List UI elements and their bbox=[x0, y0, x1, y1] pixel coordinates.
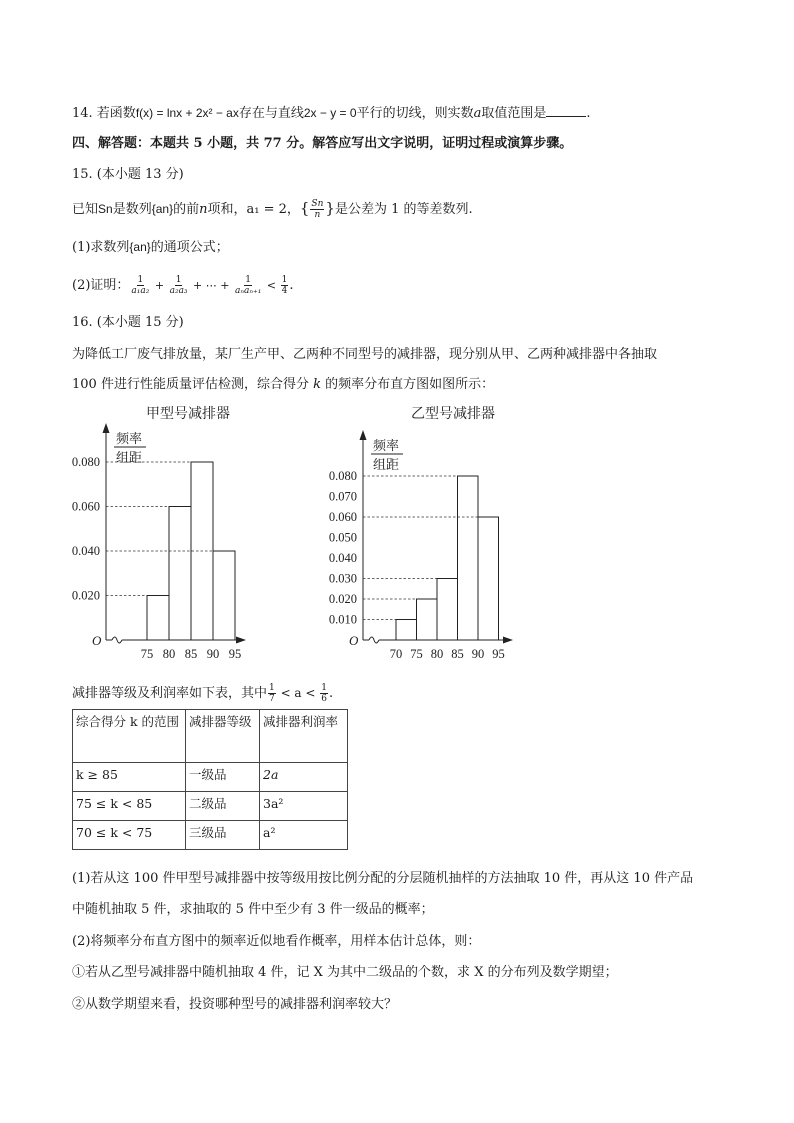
y-tick-label: 0.070 bbox=[328, 489, 357, 504]
section-4-heading: 四、解答题：本题共 5 小题，共 77 分。解答应写出文字说明，证明过程或演算步骤。 bbox=[72, 136, 573, 151]
histogram-bar bbox=[169, 507, 191, 641]
q15-stem-b: 是数列 bbox=[112, 202, 152, 217]
row-grade: 一级品 bbox=[186, 763, 260, 792]
header-range: 综合得分 k 的范围 bbox=[73, 710, 186, 763]
q16-part-1-line-2: 中随机抽取 5 件，求抽取的 5 件中至少有 3 件一级品的概率； bbox=[72, 902, 434, 917]
row-grade: 三级品 bbox=[186, 821, 260, 850]
q14-prefix: 14. 若函数 bbox=[72, 106, 136, 121]
row-rate: 2a bbox=[260, 763, 348, 792]
r-den: 4 bbox=[281, 286, 288, 296]
ti-mid: < a < bbox=[276, 686, 320, 700]
y-label-top: 频率 bbox=[116, 431, 143, 446]
q15-fraction bbox=[310, 199, 324, 220]
q14-line-equation: 2x − y = 0 bbox=[303, 106, 357, 120]
grade-profit-table bbox=[72, 709, 348, 850]
q15-p1-c: 的通项公式； bbox=[150, 240, 229, 255]
q15-heading: 15. (本小题 13 分) bbox=[72, 167, 184, 182]
t3-num: 1 bbox=[245, 275, 252, 285]
q15-frac-num: Sn bbox=[311, 199, 324, 209]
header-grade: 减排器等级 bbox=[186, 710, 260, 763]
q16-stem-line-1: 为降低工厂废气排放量，某厂生产甲、乙两种不同型号的减排器，现分别从甲、乙两种减排器中各抽取 bbox=[72, 347, 658, 362]
row-rate: a² bbox=[260, 821, 348, 850]
q16-stem-line-2 bbox=[72, 376, 494, 394]
q14-tail: 取值范围是 bbox=[481, 106, 547, 121]
question-14 bbox=[72, 104, 591, 123]
q15-p2-end: . bbox=[289, 278, 294, 293]
y-tick-label: 0.060 bbox=[71, 499, 100, 514]
ti-r-den: 6 bbox=[321, 694, 328, 704]
histogram-bar bbox=[396, 620, 417, 641]
q15-frac-den: n bbox=[314, 210, 321, 220]
q14-end: . bbox=[586, 106, 591, 121]
q15-sn: Sn bbox=[98, 202, 113, 216]
y-label-bottom: 组距 bbox=[373, 457, 400, 472]
table-intro-a: 减排器等级及利润率如下表，其中 bbox=[72, 686, 268, 701]
lower-bound-fraction bbox=[268, 683, 276, 704]
q14-function: f(x) = lnx + 2x² − ax bbox=[135, 106, 239, 120]
origin-label: O bbox=[92, 633, 102, 648]
q14-variable: a bbox=[473, 106, 482, 121]
row-rate: 3a² bbox=[260, 792, 348, 821]
x-tick-label: 75 bbox=[140, 647, 154, 661]
rhs-fraction bbox=[281, 275, 289, 296]
q15-p2-a: (2)证明： bbox=[72, 278, 130, 293]
x-tick-label: 80 bbox=[162, 647, 176, 661]
ti-l-den: 7 bbox=[269, 694, 275, 704]
y-label-bottom: 组距 bbox=[116, 450, 143, 465]
q15-stem-e: 是公差为 1 的等差数列. bbox=[334, 202, 473, 217]
answer-blank[interactable] bbox=[546, 104, 586, 117]
histogram-type-yi bbox=[318, 400, 588, 662]
r-num: 1 bbox=[281, 275, 288, 285]
q16-part-2-1: ①若从乙型号减排器中随机抽取 4 件，记 X 为其中二级品的个数，求 X 的分布列及数学期望； bbox=[72, 965, 618, 980]
q15-n: n bbox=[199, 202, 208, 217]
q15-part-1 bbox=[72, 238, 229, 257]
row-range: 70 ≤ k < 75 bbox=[73, 821, 186, 850]
q14-suffix: 平行的切线，则实数 bbox=[356, 106, 474, 121]
y-tick-label: 0.020 bbox=[71, 588, 100, 603]
x-tick-label: 85 bbox=[451, 647, 464, 661]
table-header-row bbox=[73, 710, 348, 763]
table-row bbox=[73, 792, 348, 821]
t2-num: 1 bbox=[175, 275, 182, 285]
t1-den: a₁a₂ bbox=[131, 286, 150, 296]
chart-title: 乙型号减排器 bbox=[411, 407, 495, 422]
y-tick-label: 0.020 bbox=[328, 592, 357, 606]
less-than: < bbox=[263, 279, 280, 292]
q16-stem2-k: k bbox=[313, 377, 321, 392]
ti-r-num: 1 bbox=[321, 683, 328, 693]
y-tick-label: 0.040 bbox=[71, 544, 100, 558]
x-axis-arrow bbox=[503, 637, 513, 644]
ti-l-num: 1 bbox=[269, 683, 275, 693]
row-range: 75 ≤ k < 85 bbox=[73, 792, 186, 821]
y-tick-label: 0.060 bbox=[328, 510, 357, 524]
table-row bbox=[73, 763, 348, 792]
y-axis-arrow bbox=[103, 423, 110, 433]
histogram-bar bbox=[147, 596, 169, 641]
plus-2: + ⋯ + bbox=[189, 279, 233, 292]
q15-stem: 已知Sn是数列{an}的前n项和，a₁ = 2，{ $\frac{Sn}{n}$ }是公差为 1 的等差数列. bbox=[72, 199, 473, 220]
histogram-bar bbox=[458, 476, 479, 640]
chart-title: 甲型号减排器 bbox=[146, 407, 230, 422]
upper-bound-fraction bbox=[320, 683, 328, 704]
q16-part-2: (2)将频率分布直方图中的频率近似地看作概率，用样本估计总体，则： bbox=[72, 934, 481, 949]
q15-p1-b: {an} bbox=[129, 240, 151, 254]
t2-den: a₂a₃ bbox=[169, 286, 188, 296]
histogram-bar bbox=[213, 551, 235, 640]
header-rate: 减排器利润率 bbox=[260, 710, 348, 763]
q16-part-1-line-1: (1)若从这 100 件甲型号减排器中按等级用按比例分配的分层随机抽样的方法抽取 10 件，再从这 10 件产品 bbox=[72, 871, 694, 886]
t3-den: aₙaₙ₊₁ bbox=[234, 286, 262, 296]
term-1-fraction bbox=[130, 275, 150, 296]
y-tick-label: 0.040 bbox=[328, 551, 357, 565]
q16-heading: 16. (本小题 15 分) bbox=[72, 315, 184, 330]
histogram-type-jia bbox=[60, 400, 320, 662]
x-tick-label: 70 bbox=[389, 647, 403, 661]
row-grade: 二级品 bbox=[186, 792, 260, 821]
y-label-top: 频率 bbox=[373, 438, 400, 453]
y-axis-arrow bbox=[360, 430, 367, 440]
axis-break bbox=[369, 637, 379, 643]
x-tick-label: 85 bbox=[184, 647, 198, 661]
x-tick-label: 80 bbox=[430, 647, 444, 661]
q15-an-seq: {an} bbox=[151, 202, 174, 216]
table-intro bbox=[72, 683, 333, 704]
y-tick-label: 0.030 bbox=[328, 571, 357, 586]
y-tick-label: 0.080 bbox=[71, 455, 100, 469]
x-tick-label: 90 bbox=[206, 647, 220, 661]
x-tick-label: 95 bbox=[228, 647, 242, 661]
x-tick-label: 90 bbox=[471, 647, 485, 661]
q15-p1-a: (1)求数列 bbox=[72, 240, 130, 255]
origin-label: O bbox=[349, 633, 359, 648]
y-tick-label: 0.080 bbox=[328, 469, 357, 483]
table-row bbox=[73, 821, 348, 850]
q15-part-2 bbox=[72, 275, 293, 296]
y-tick-label: 0.010 bbox=[328, 612, 357, 627]
term-2-fraction bbox=[169, 275, 189, 296]
q16-stem2-b: 的频率分布直方图如图所示： bbox=[320, 377, 495, 392]
axis-break bbox=[112, 637, 122, 643]
histogram-bar bbox=[437, 579, 458, 641]
q15-stem-a: 已知 bbox=[72, 202, 99, 217]
q16-part-2-2: ②从数学期望来看，投资哪种型号的减排器利润率较大？ bbox=[72, 997, 398, 1012]
q15-stem-c: 的前 bbox=[173, 202, 200, 217]
q14-middle: 存在与直线 bbox=[238, 106, 304, 121]
q15-stem-d: 项和，a₁ = 2， bbox=[207, 202, 300, 217]
term-n-fraction bbox=[234, 275, 262, 296]
x-axis-arrow bbox=[236, 637, 246, 644]
x-tick-label: 95 bbox=[492, 647, 505, 661]
histogram-bar bbox=[417, 599, 438, 640]
x-tick-label: 75 bbox=[410, 647, 423, 661]
q16-stem2-a: 100 件进行性能质量评估检测，综合得分 bbox=[72, 377, 314, 392]
ti-end: . bbox=[329, 686, 334, 701]
histogram-bar bbox=[478, 517, 499, 640]
row-range: k ≥ 85 bbox=[73, 763, 186, 792]
y-tick-label: 0.050 bbox=[328, 530, 357, 545]
plus-1: + bbox=[151, 279, 168, 292]
t1-num: 1 bbox=[137, 275, 144, 285]
